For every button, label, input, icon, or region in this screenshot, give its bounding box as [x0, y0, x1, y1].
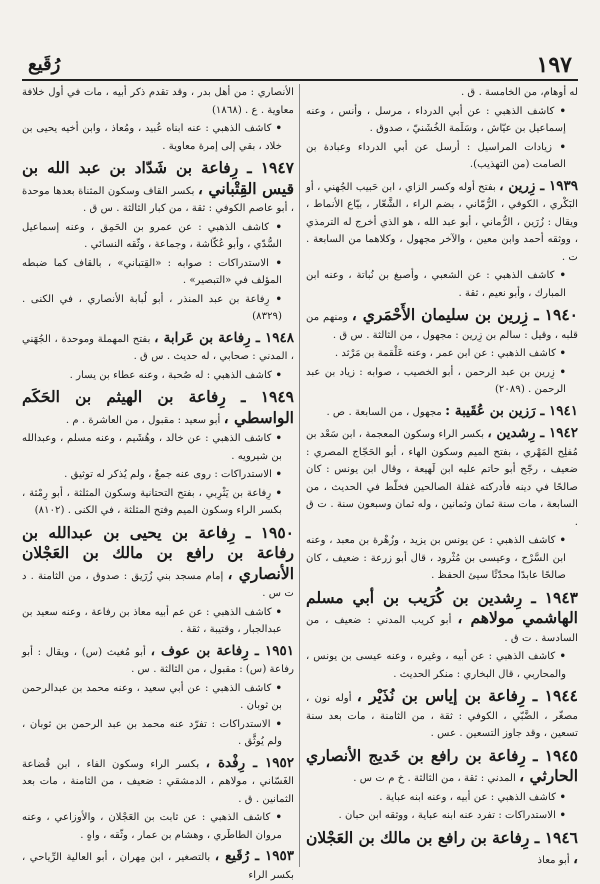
entry-headword: ١٩٣٩ ـ زِرين ،: [499, 177, 578, 194]
entry-paragraph: [306, 178, 578, 267]
entry-text: ومنهم من قلبه ، وقيل : سالم بن زِرين : مجهول ، من الثالثة . س ق .: [306, 312, 578, 341]
entry-paragraph: [22, 755, 294, 809]
note-paragraph: [306, 789, 578, 807]
entry-headword: ١٩٤٤ ـ رِفاعة بن إياس بن نُذَيْر ،: [356, 686, 578, 705]
entry-paragraph: [306, 306, 578, 344]
page-number: ١٩٧: [536, 52, 572, 78]
entry-text: إمام مسجد بني زُرَيق : صدوق ، من الثامنة . د ت س .: [22, 570, 294, 599]
entry-headword: ١٩٤٧ ـ رِفاعة بن شَدّاد بن عبد الله بن قيس القِتْباني ،: [22, 158, 294, 198]
entry-text: أبو سعيد : مقبول ، من العاشرة . م .: [65, 414, 221, 426]
entry-text: كاشف الذهبي : عن خالد ، وهُشَيم ، وعنه مسلم ، وعبدالله بن شيرويه .: [22, 433, 282, 462]
entry-text: كاشف الذهبي : عن ثابت بن العَجْلان ، والأوزاعي ، وعنه مروان الطاطَري ، وهشام بن عمار ، وثّقه ، واهٍ .: [22, 812, 282, 841]
note-paragraph: [306, 364, 578, 399]
entry-paragraph: [22, 388, 294, 429]
entry-text: زِرين بن عبد الرحمن ، أبو الخصيب ، صوابه : زياد بن عبد الرحمن . (٢٠٨٩): [306, 366, 566, 395]
entry-headword: ١٩٤٨ ـ رِفاعة بن عَرابة ،: [154, 329, 294, 346]
entry-text: بكسر الراء وسكون الفاء ، ابن قُضاعة الغَسّاني ، مولاهم ، الدمشقي : ضعيف ، من الثامنة ، مات بعد الثمانين . ق .: [22, 758, 294, 805]
entry-text: الاستدراكات : روى عنه جمعٌ ، ولم يُذكر له توثيق .: [64, 469, 272, 480]
note-paragraph: [22, 291, 294, 326]
note-paragraph: [306, 532, 578, 585]
entry-text: كاشف الذهبي : عنه ابناه عُبيد ، ومُعاذ ، وابن أخيه يحيى بن خلاد ، بقي إلى إمرة معاوية .: [22, 123, 282, 152]
note-paragraph: [22, 485, 294, 520]
entry-text: الأنصاري : من أهل بدر ، وقد تقدم ذكر أبيه ، مات في أول خلافة معاوية . ع . (١٨٦٨): [22, 87, 294, 116]
entry-headword: ١٩٤٥ ـ رِفاعة بن رافع بن خَديج الأنصاري الحارثي ،: [306, 745, 578, 785]
note-paragraph: [22, 466, 294, 484]
entry-paragraph: [306, 829, 578, 870]
note-paragraph: [306, 345, 578, 363]
entry-text: أبو كريب المدني : ضعيف ، من السادسة . ت ق .: [306, 615, 578, 644]
entry-headword: ١٩٥١ ـ رِفاعة بن عوف ،: [150, 642, 295, 659]
entry-text: أوله نون ، مصغّر ، الضَّبّي ، الكوفي : ثقة ، من الثامنة ، مات بعد سنة تسعين ، وقد جاوز التسعين . عس .: [306, 693, 578, 739]
entry-text: كاشف الذهبي : عن عمرو بن الحَمِق ، وعنه إسماعيل السُّدّي ، وأبو عُكّاشة ، وجماعة ، وثّقه النسائي .: [22, 221, 282, 250]
entry-text: بالتصغير ، ابن مِهران ، أبو العالية الرِّياحي ، بكسر الراء: [22, 852, 294, 881]
entry-text: كاشف الذهبي : عن أبي الدرداء ، مرسل ، وأنس ، وعنه إسماعيل بن عيّاش ، وسَلَمة الخُشَنيّ ، صدوق .: [306, 105, 566, 134]
entry-text: كاشف الذهبي : عن ابن عمر ، وعنه عَلْقمة بن مَرْثد .: [334, 348, 556, 359]
entry-text: بكسر القاف وسكون المثناة بعدها موحدة ، أبو عاصم الكوفي : ثقة ، من كبار الثالثة . س ق .: [22, 185, 294, 214]
entry-text: الاستدراكات : تفرد عنه ابنه عباية ، ووثقه ابن حبان .: [338, 810, 556, 821]
note-paragraph: [22, 430, 294, 465]
note-paragraph: [306, 103, 578, 138]
entry-text: أبو مُغيث (س) ، ويقال : أبو رفاعة (س) : مقبول ، من الثالثة . س .: [22, 646, 294, 675]
entry-text: له أوهام، من الخامسة . ق .: [460, 87, 578, 98]
entry-headword: ١٩٤٠ ـ زِرين بن سليمان الأَحْمَري ،: [351, 305, 578, 324]
entry-paragraph: [306, 687, 578, 743]
entry-text: رِفاعة بن عبد المنذر ، أبو لُبابة الأنصاري ، في الكنى . (٨٣٢٩): [22, 293, 282, 322]
note-paragraph: [306, 648, 578, 683]
running-title: رُقَيع: [28, 54, 61, 75]
page-header: [22, 52, 578, 78]
note-paragraph: [22, 809, 294, 844]
note-paragraph: [22, 120, 294, 155]
entry-text: بفتح المهملة وموحدة ، الجُهَني ، المدني : صحابي ، له حديث . س ق .: [22, 333, 294, 362]
entry-paragraph: [22, 643, 294, 679]
entry-paragraph: [306, 747, 578, 788]
entry-text: أبو معاذ: [537, 855, 570, 866]
note-paragraph: [306, 139, 578, 174]
entry-text: رِفاعة بن يَثْرِبي ، بفتح التحتانية وسكون المثلثة ، أبو رِمْثة ، بكسر الراء وسكون الميم وفتح المثلثة ، في الكنى . (٨١٠٢): [22, 487, 282, 516]
column-divider: [299, 84, 300, 867]
entry-headword: ١٩٥٣ ـ رُقَيع ،: [214, 848, 294, 864]
note-paragraph: [22, 680, 294, 715]
text-paragraph: [306, 84, 578, 102]
note-paragraph: [306, 267, 578, 302]
entry-headword: ١٩٥٠ ـ رِفاعة بن يحيى بن عبدالله بن رفاعة بن رافع بن مالك بن العَجْلان الأنصاري ،: [22, 522, 295, 583]
entry-paragraph: [22, 848, 294, 884]
entry-text: كاشف الذهبي : عن عم أبيه معاذ بن رفاعة ، وعنه سعيد بن عبدالجبار ، وقتيبة ، ثقة .: [22, 606, 282, 635]
entry-headword: ١٩٤٣ ـ رِشدين بن كُرَيب بن أبي مسلم الهاشمي مولاهم ،: [306, 587, 578, 627]
entry-paragraph: [22, 524, 294, 603]
entry-text: كاشف الذهبي : عن أبيه ، وعنه ابنه عباية .: [379, 791, 556, 803]
entry-headword: ١٩٤٦ ـ رِفاعة بن رافع بن مالك بن العَجْلان ،: [306, 827, 578, 867]
right-column: [306, 84, 578, 867]
entry-paragraph: [22, 159, 294, 218]
note-paragraph: [22, 604, 294, 639]
entry-text: كاشف الذهبي : له صُحبة ، وعنه عطاء بن يسار .: [69, 369, 272, 381]
entry-text: الاستدراكات : صوابه : «القِتباني» ، بالقاف كما ضبطه المؤلف في «التبصير» .: [22, 257, 282, 286]
entry-text: كاشف الذهبي : عن أبيه ، وغيره ، وعنه عيسى بن يونس ، والمحاربي ، قال البخاري : منكر الحديث .: [306, 651, 566, 680]
entry-headword: ١٩٤١ ـ رَزين بن عُقَيبة :: [445, 402, 578, 419]
entry-text: زيادات المراسيل : أرسل عن أبي الدرداء وعبادة بن الصامت (من التهذيب).: [306, 141, 566, 170]
entry-paragraph: [306, 589, 578, 648]
entry-text: كاشف الذهبي : عن الشعبي ، وأصبغ بن نُباتة ، وعنه ابن المبارك ، وأبو نعيم ، ثقة .: [306, 270, 566, 299]
left-column: [22, 84, 295, 881]
entry-paragraph: [306, 425, 578, 531]
entry-text: المدني : ثقة ، من الثالثة . خ م ت س .: [353, 773, 516, 784]
entry-text: مجهول ، من السابعة . ص .: [326, 406, 442, 418]
entry-headword: ١٩٤٩ ـ رِفاعة بن الهيثم بن الحَكَم الواسطي ،: [22, 387, 294, 427]
entry-paragraph: [306, 403, 578, 422]
note-paragraph: [22, 367, 294, 385]
entry-text: الاستدراكات : تفرّد عنه محمد بن عبد الرحمن بن ثوبان ، ولم يُوثَّق .: [22, 718, 282, 747]
note-paragraph: [22, 255, 294, 290]
entry-text: بفتح أوله وكسر الزاي ، ابن حَبيب الجُهني ، أو البَكْري ، الكوفي ، الرُّمّاني ، بضم الراء ، الشَّعّار ، بيّاع الأنماط ، ويقال : زُرَين ، الرُّماني ، أبو عبد الله ، هو الذي أخرج له الترمذي ، ووثقه أحمد وابن معين ، والآخر مجهول ، وكلاهما من السابعة . ت .: [306, 181, 578, 263]
entry-headword: ١٩٥٢ ـ رِفْدة ،: [205, 754, 294, 771]
note-paragraph: [22, 219, 294, 254]
entry-text: كاشف الذهبي : عن أبي سعيد ، وعنه محمد بن عبدالرحمن بن ثوبان .: [22, 682, 282, 711]
note-paragraph: [22, 716, 294, 751]
entry-headword: ١٩٤٢ ـ رِشدين ،: [487, 425, 578, 441]
text-paragraph: [22, 84, 294, 119]
entry-paragraph: [22, 330, 294, 366]
entry-text: بكسر الراء وسكون المعجمة ، ابن سَعْد بن مُفلِح المَهْري ، بفتح الميم وسكون الهاء ، أبو الحَجّاج المصري : ضعيف ، رجّح أبو حاتم عليه ابن لَهيعة ، وقال ابن يونس : كان صالحًا في دينه فأدركته غفلة الصالحين فخلّط في الحديث ، من السابعة ، مات سنة ثمان وثمانين ، وله ثمان وسبعون سنة . ت ق .: [306, 429, 578, 528]
entry-text: كاشف الذهبي : عن يونس بن يزيد ، وزُهْرة بن معبد ، وعنه ابن السَّرْح ، وعيسى بن مُثْرود ، قال أبو زرعة : ضعيف ، كان صالحًا عابدًا محدّثًا سيئ الحفظ .: [306, 535, 566, 581]
note-paragraph: [306, 807, 578, 825]
header-rule: [22, 79, 578, 81]
